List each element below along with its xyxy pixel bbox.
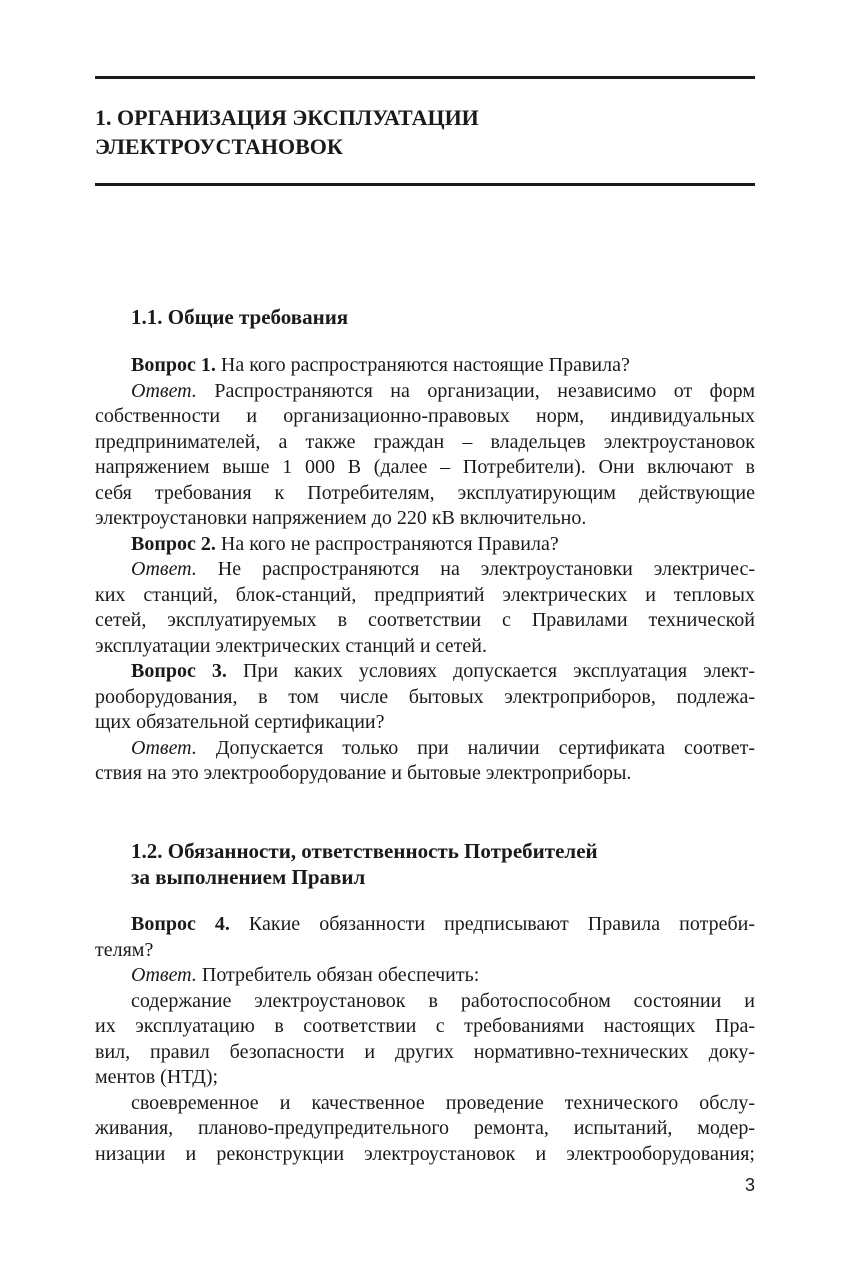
answer-line <box>95 736 755 762</box>
section-body <box>95 353 755 787</box>
answer-label: Ответ. <box>131 964 197 986</box>
list-item-line: живания, планово-предупредительного ремонта, испытаний, модер- <box>95 1117 755 1139</box>
question-text: Какие обязанности предписывают Правила потреби- <box>229 913 755 935</box>
answer-paragraph <box>95 736 755 787</box>
chapter-title-line: ЭЛЕКТРОУСТАНОВОК <box>95 134 343 159</box>
question-line: рооборудования, в том числе бытовых электроприборов, подлежа- <box>95 685 755 708</box>
question-text: На кого не распространяются Правила? <box>215 532 559 555</box>
chapter-top-rule <box>95 76 755 79</box>
answer-text: Потребитель обязан обеспечить: <box>196 964 480 986</box>
section-title-line: 1.2. Обязанности, ответственность Потребителей <box>131 839 598 863</box>
answer-paragraph <box>95 963 755 989</box>
question-text: На кого распространяются настоящие Правила? <box>215 354 630 376</box>
answer-label: Ответ. <box>131 558 197 580</box>
section-title-line: 1.1. Общие требования <box>131 305 349 329</box>
answer-line <box>95 557 755 583</box>
list-item-line: своевременное и качественное проведение технического обслу- <box>131 1091 755 1114</box>
answer-line: эксплуатации электрических станций и сетей. <box>95 634 487 657</box>
answer-line: собственности и организационно-правовых норм, индивидуальных <box>95 405 755 427</box>
question-label: Вопрос 1. <box>131 354 216 376</box>
answer-text: Распространяются на организации, независимо от форм <box>196 379 755 402</box>
section-title <box>131 838 751 890</box>
page-number: 3 <box>744 1175 755 1195</box>
answer-line: ствия на это электрооборудование и бытовые электроприборы. <box>95 762 632 784</box>
question-label: Вопрос 4. <box>131 913 230 935</box>
answer-line: электроустановки напряжением до 220 кВ включительно. <box>95 507 587 529</box>
question-label: Вопрос 3. <box>131 660 227 682</box>
question-line <box>95 532 755 558</box>
section-title-line: за выполнением Правил <box>131 865 366 889</box>
list-item-line: низации и реконструкции электроустановок и электрооборудования; <box>95 1142 755 1165</box>
section-body <box>95 912 755 1167</box>
answer-paragraph <box>95 379 755 532</box>
answer-line: ких станций, блок-станций, предприятий электрических и тепловых <box>95 583 755 606</box>
question-paragraph <box>95 353 755 379</box>
answer-line: напряжением выше 1 000 В (далее – Потребители). Они включают в <box>95 456 755 478</box>
question-paragraph <box>95 532 755 558</box>
list-item-line: содержание электроустановок в работоспособном состоянии и <box>131 989 755 1012</box>
answer-line: предпринимателей, а также граждан – владельцев электроустановок <box>95 430 755 453</box>
answer-line: себя требования к Потребителям, эксплуатирующим действующие <box>95 481 755 504</box>
answer-line <box>95 379 755 405</box>
question-line <box>95 912 755 938</box>
answer-label: Ответ. <box>131 736 197 759</box>
question-text: При каких условиях допускается эксплуатация элект- <box>226 660 755 682</box>
question-paragraph <box>95 912 755 963</box>
question-label: Вопрос 2. <box>131 532 216 555</box>
question-line <box>95 659 755 685</box>
question-line: телям? <box>95 938 154 961</box>
list-item-line: вил, правил безопасности и других нормативно-технических доку- <box>95 1040 755 1063</box>
list-item <box>95 1091 755 1168</box>
answer-text: Не распространяются на электроустановки электричес- <box>196 558 755 580</box>
list-item-line: ментов (НТД); <box>95 1066 219 1088</box>
chapter-bottom-rule <box>95 183 755 186</box>
answer-line: сетей, эксплуатируемых в соответствии с Правилами технической <box>95 609 755 631</box>
answer-label: Ответ. <box>131 379 197 402</box>
answer-line <box>95 963 755 989</box>
question-paragraph <box>95 659 755 736</box>
list-item <box>95 989 755 1091</box>
answer-text: Допускается только при наличии сертификата соответ- <box>196 736 755 759</box>
question-line: щих обязательной сертификации? <box>95 711 385 733</box>
chapter-title-line: 1. ОРГАНИЗАЦИЯ ЭКСПЛУАТАЦИИ <box>95 105 479 130</box>
chapter-title <box>95 103 755 161</box>
answer-paragraph <box>95 557 755 659</box>
list-item-line: их эксплуатацию в соответствии с требованиями настоящих Пра- <box>95 1015 755 1037</box>
section-title <box>131 304 751 330</box>
question-line <box>95 353 755 379</box>
